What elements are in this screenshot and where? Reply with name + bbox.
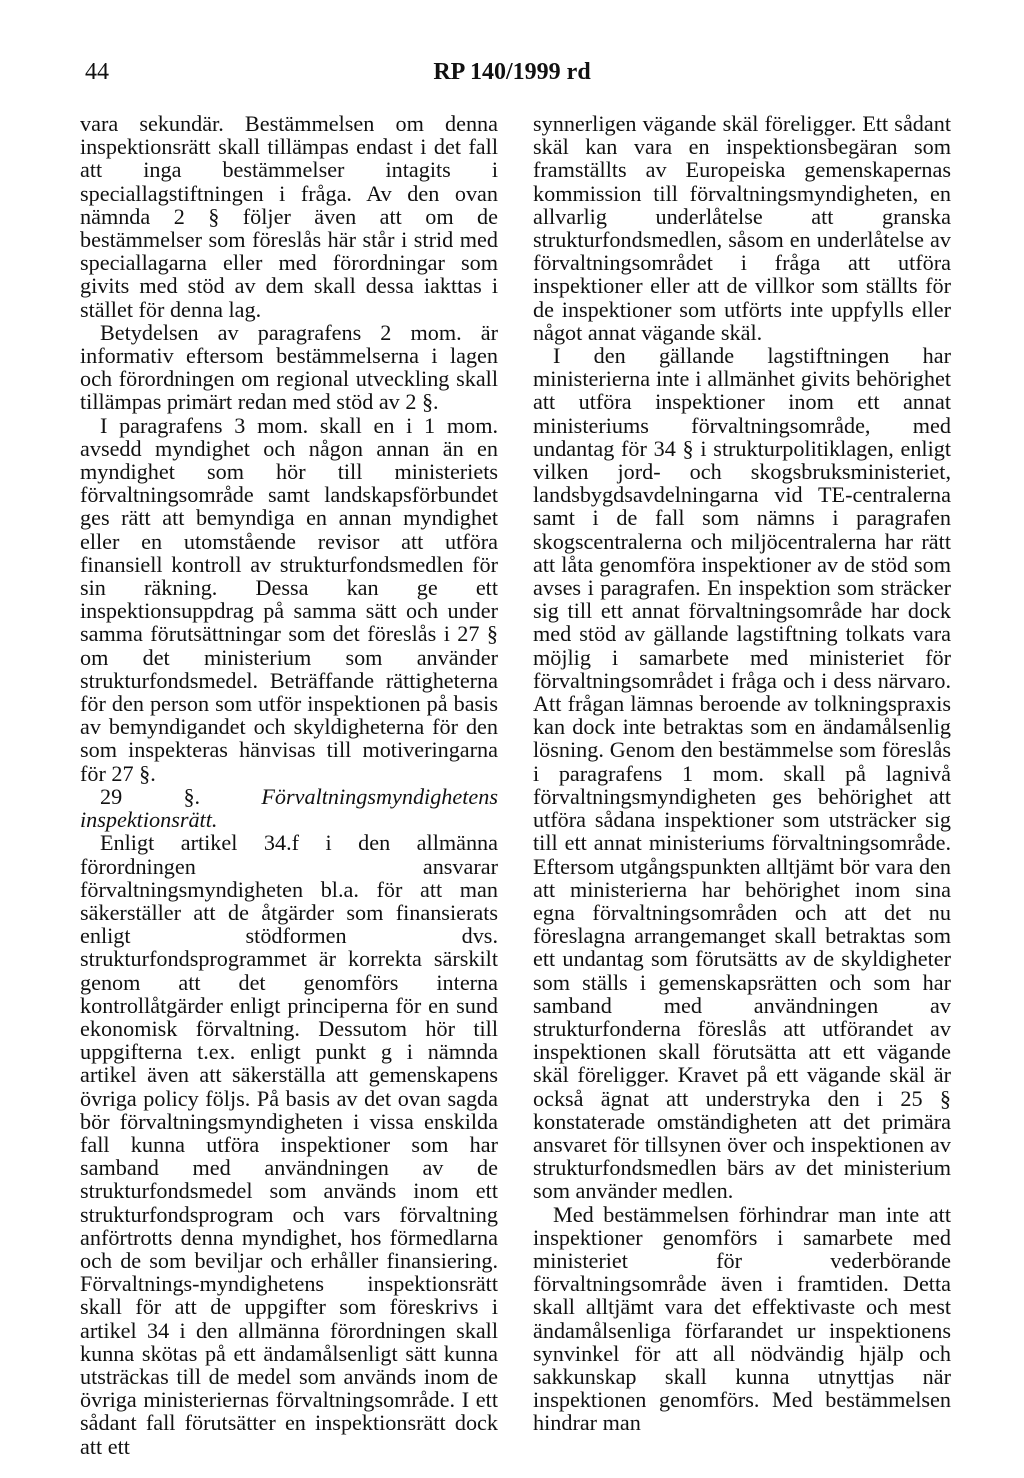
section-number: 29 §.: [100, 783, 201, 809]
paragraph: synnerligen vägande skäl föreligger. Ett sådant skäl kan vara en inspektionsbegäran som framställts av Europeiska gemenskapernas kommission till förvaltningsmyndigheten, en allvarlig underlåtelse att granska strukturfondsmedlen, såsom en underlåtelse av förvaltningsområdet i fråga att utföra inspektioner eller att de villkor som ställts för de inspektioner som utförts inte uppfylls eller något annat vägande skäl.: [533, 111, 951, 345]
paragraph: Enligt artikel 34.f i den allmänna förordningen ansvarar förvaltningsmyndigheten bl.a. för att man säkerställer att de åtgärder som finansierats enligt stödformen dvs. strukturfondsprogrammet är korrekta särskilt genom att det genomförs interna kontrollåtgärder enligt principerna för en sund ekonomisk förvaltning. Dessutom hör till uppgifterna t.ex. enligt punkt g i nämnda artikel även att säkerställa att gemenskapens övriga policy följs. På basis av det ovan sagda bör förvaltningsmyndigheten i vissa enskilda fall kunna utföra inspektioner som har samband med användningen av de strukturfondsmedel som används inom ett strukturfondsprogram och vars förvaltning anförtrotts denna myndighet, hos förmedlarna och de som beviljar och erhåller finansiering. Förvaltnings-myndighetens inspektionsrätt skall för att de uppgifter som föreskrivs i artikel 34 i den allmänna förordningen skall kunna skötas på ett ändamålsenligt sätt kunna utsträckas till de medel som används inom de övriga ministeriernas förvaltningsområde. I ett sådant fall förutsätter en inspektionsrätt dock att ett: [80, 830, 498, 1459]
left-column: [80, 112, 498, 1458]
paragraph: Med bestämmelsen förhindrar man inte att inspektioner genomförs i samarbete med ministeriet för vederbörande förvaltningsområde även i framtiden. Detta skall alltjämt vara det effektivaste och mest ändamålsenliga förfarandet ur inspektionens synvinkel för att all nödvändig hjälp och sakkunskap skall kunna utnyttjas när inspektionen genomförs. Med bestämmelsen hindrar man: [533, 1201, 951, 1436]
section-title: Förvaltningsmyndighetens inspektionsrätt.: [80, 783, 498, 833]
paragraph: I den gällande lagstiftningen har ministerierna inte i allmänhet givits behörighet att utföra inspektioner inom ett annat ministeriums förvaltningsområde, med undantag för 34 § i strukturpolitiklagen, enligt vilken jord- och skogsbruksministeriet, landsbygdsavdelningarna vid TE-centralerna samt i de fall som nämns i paragrafen skogscentralerna och miljöcentralerna har rätt att låta genomföra inspektioner av de stöd som avses i paragrafen. En inspektion som sträcker sig till ett annat förvaltningsområde har dock med stöd av gällande lagstiftning tolkats vara möjlig i samarbete med ministeriet för förvaltningsområdet i fråga och i dess närvaro. Att frågan lämnas beroende av tolkningspraxis kan dock inte betraktas som en ändamålsenlig lösning. Genom den bestämmelse som föreslås i paragrafens 1 mom. skall på lagnivå förvaltningsmyndigheten ges behörighet att utföra sådana inspektioner som utsträcker sig till ett annat ministeriums förvaltningsområde. Eftersom utgångspunkten alltjämt bör vara den att ministerierna har behörighet inom sina egna förvaltningsområden och att det nu föreslagna arrangemanget skall betraktas som ett undantag som förutsätts av de skyldigheter som ställs i gemenskapsrätten och som har samband med användningen av strukturfonderna föreslås att utförandet av inspektionen skall förutsätta att ett vägande skäl föreligger. Kravet på ett vägande skäl är också ägnat att understryka den i 25 § konstaterade omständigheten att det primära ansvaret för tillsynen över och inspektionen av strukturfondsmedlen bärs av det ministerium som använder medlen.: [533, 343, 951, 1204]
paragraph: I paragrafens 3 mom. skall en i 1 mom. avsedd myndighet och någon annan än en myndighet som hör till ministeriets förvaltningsområde samt landskapsförbundet ges rätt att bemyndiga en annan myndighet eller en utomstående revisor att utföra finansiell kontroll av strukturfondsmedlen för sin räkning. Dessa kan ge ett inspektionsuppdrag på samma sätt och under samma förutsättningar som det föreslås i 27 § om det ministerium som använder strukturfondsmedel. Beträffande rättigheterna för den person som utför inspektionen på basis av bemyndigandet och skyldigheterna för den som inspekteras hänvisas till motiveringarna för 27 §.: [80, 412, 498, 786]
section-heading: [80, 785, 498, 831]
page-number: 44: [85, 59, 109, 85]
paragraph: vara sekundär. Bestämmelsen om denna inspektionsrätt skall tillämpas endast i det fall att inga bestämmelser intagits i speciallagstiftningen i fråga. Av den ovan nämnda 2 § följer även att om de bestämmelser som föreslås här står i strid med speciallagarna eller med förordningar som givits med stöd av dem skall dessa iakttas i stället för denna lag.: [80, 111, 498, 322]
paragraph: Betydelsen av paragrafens 2 mom. är informativ eftersom bestämmelserna i lagen och förordningen om regional utveckling skall tillämpas primärt redan med stöd av 2 §.: [80, 319, 498, 415]
running-head: RP 140/1999 rd: [433, 59, 591, 85]
right-column: [533, 112, 951, 1435]
